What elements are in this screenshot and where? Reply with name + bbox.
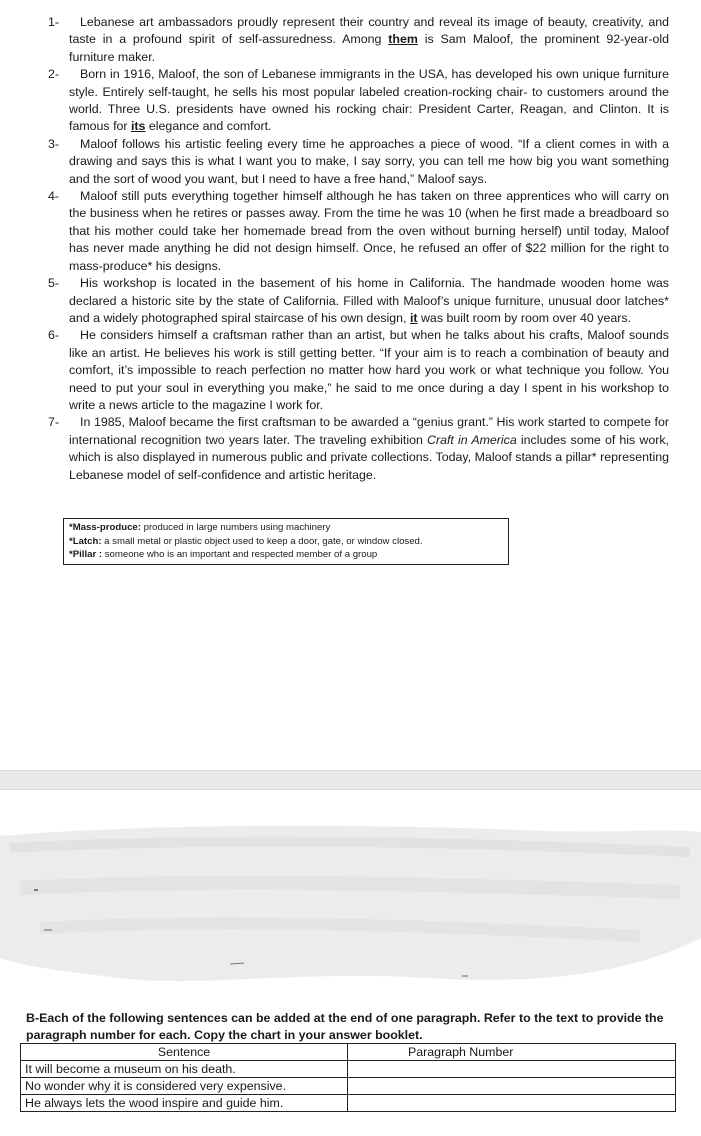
sentence-cell: It will become a museum on his death. [21, 1061, 348, 1078]
reading-passage [0, 14, 701, 484]
underlined-reference-word: it [409, 310, 418, 325]
paragraph-text: Maloof still puts everything together himself although he has taken on three apprentices who will carry on the business when he retires or passes away. From the time he was 10 (when he first made a breadboard so that his mother could take her homemade bread from the oven without burning herself) until today, Maloof has never made anything he did not design himself. Once, he refused an offer of $22 million for the right to mass-produce* his designs. [69, 189, 669, 273]
paragraph-text: He considers himself a craftsman rather than an artist, but when he talks about his crafts, Maloof sounds like an artist. He believes his work is still getting better. “If your aim is to reach a combination of beauty and comfort, it’s impossible to reach perfection no matter how hard you work or what technique you follow. You need to put your soul in everything you make,” he said to me once during a day I spent in his workshop to write a news article to the magazine I work for. [69, 328, 669, 412]
glossary-entry [69, 535, 503, 549]
table-header-row [21, 1044, 676, 1061]
underlined-reference-word: its [130, 119, 146, 134]
glossary-entry [69, 521, 503, 535]
sentence-cell: No wonder why it is considered very expensive. [21, 1078, 348, 1095]
paragraph-number: 3- [48, 136, 60, 151]
paragraph-text: Maloof follows his artistic feeling every time he approaches a piece of wood. “If a client comes in with a drawing and says this is what I want you to make, I say sorry, you can tell me how big you want something and the sort of wood you want, but I need to have a free hand,” Maloof says. [69, 136, 669, 186]
paragraph-number: 1- [48, 15, 60, 29]
paragraph-text: is Sam Maloof, the prominent 92-year-old furniture maker. [69, 32, 669, 64]
paragraph-text: Lebanese art ambassadors proudly represent their country and reveal its image of beauty, creativity, and taste in a profound spirit of self-assuredness. Among [69, 15, 669, 47]
paragraph-text: Born in 1916, Maloof, the son of Lebanese immigrants in the USA, has developed his own unique furniture style. Entirely self-taught, he sells his most popular labeled creation-rocking chair- to customers around the world. Three U.S. presidents have owned his rocking chair: President Carter, Reagan, and Clinton. It is famous for [69, 67, 669, 134]
page-separator [0, 770, 701, 790]
column-header-paragraph-number: Paragraph Number [348, 1044, 676, 1061]
glossary-term: *Latch: [69, 535, 102, 547]
glossary-entry [69, 548, 503, 562]
paragraph-text: elegance and comfort. [145, 119, 272, 134]
glossary-definition: a small metal or plastic object used to keep a door, gate, or window closed. [101, 535, 423, 547]
redaction-scribble [0, 818, 701, 990]
glossary-definition: produced in large numbers using machinery [140, 522, 331, 533]
paragraph-3 [0, 136, 701, 188]
glossary-term: *Pillar : [69, 549, 103, 560]
paragraph-number: 6- [48, 328, 60, 343]
paragraph-text: includes some of his work, which is also displayed in numerous public and private collections. Today, Maloof stands a pillar* representing Lebanese model of self-confidence and artistic heritage. [69, 432, 669, 482]
answer-chart [20, 1043, 676, 1112]
paragraph-number-cell [348, 1078, 676, 1095]
paragraph-number: 7- [48, 415, 60, 430]
paragraph-text: In 1985, Maloof became the first craftsman to be awarded a “genius grant.” His work started to compete for international recognition two years later. The traveling exhibition [69, 415, 669, 447]
column-header-sentence: Sentence [21, 1044, 348, 1061]
paragraph-number-cell [348, 1095, 676, 1112]
glossary-term: *Mass-produce: [69, 522, 141, 533]
paragraph-1 [0, 14, 701, 66]
table-row [21, 1078, 676, 1095]
section-b-instruction: B-Each of the following sentences can be added at the end of one paragraph. Refer to the text to provide the paragraph number for each. Copy the chart in your answer booklet. [26, 1011, 664, 1042]
paragraph-text: His workshop is located in the basement of his home in California. The handmade wooden home was declared a historic site by the state of California. Filled with Maloof’s unique furniture, unusual door latches* and a widely photographed spiral staircase of his own design, [69, 276, 669, 325]
italic-title: Craft in America [427, 432, 517, 447]
underlined-reference-word: them [388, 32, 418, 47]
paragraph-6 [0, 327, 701, 414]
paragraph-text: was built room by room over 40 years. [417, 310, 632, 325]
paragraph-number: 2- [48, 67, 60, 82]
sentence-cell: He always lets the wood inspire and guide him. [21, 1095, 348, 1112]
paragraph-7 [0, 414, 701, 484]
paragraph-number: 5- [48, 276, 60, 291]
paragraph-number: 4- [48, 189, 60, 204]
paragraph-number-cell [348, 1061, 676, 1078]
paragraph-5 [0, 275, 701, 327]
table-row [21, 1095, 676, 1112]
paragraph-4 [0, 188, 701, 275]
paragraph-2 [0, 66, 701, 136]
glossary-box [63, 518, 509, 565]
table-row [21, 1061, 676, 1078]
glossary-definition: someone who is an important and respected member of a group [102, 549, 378, 560]
